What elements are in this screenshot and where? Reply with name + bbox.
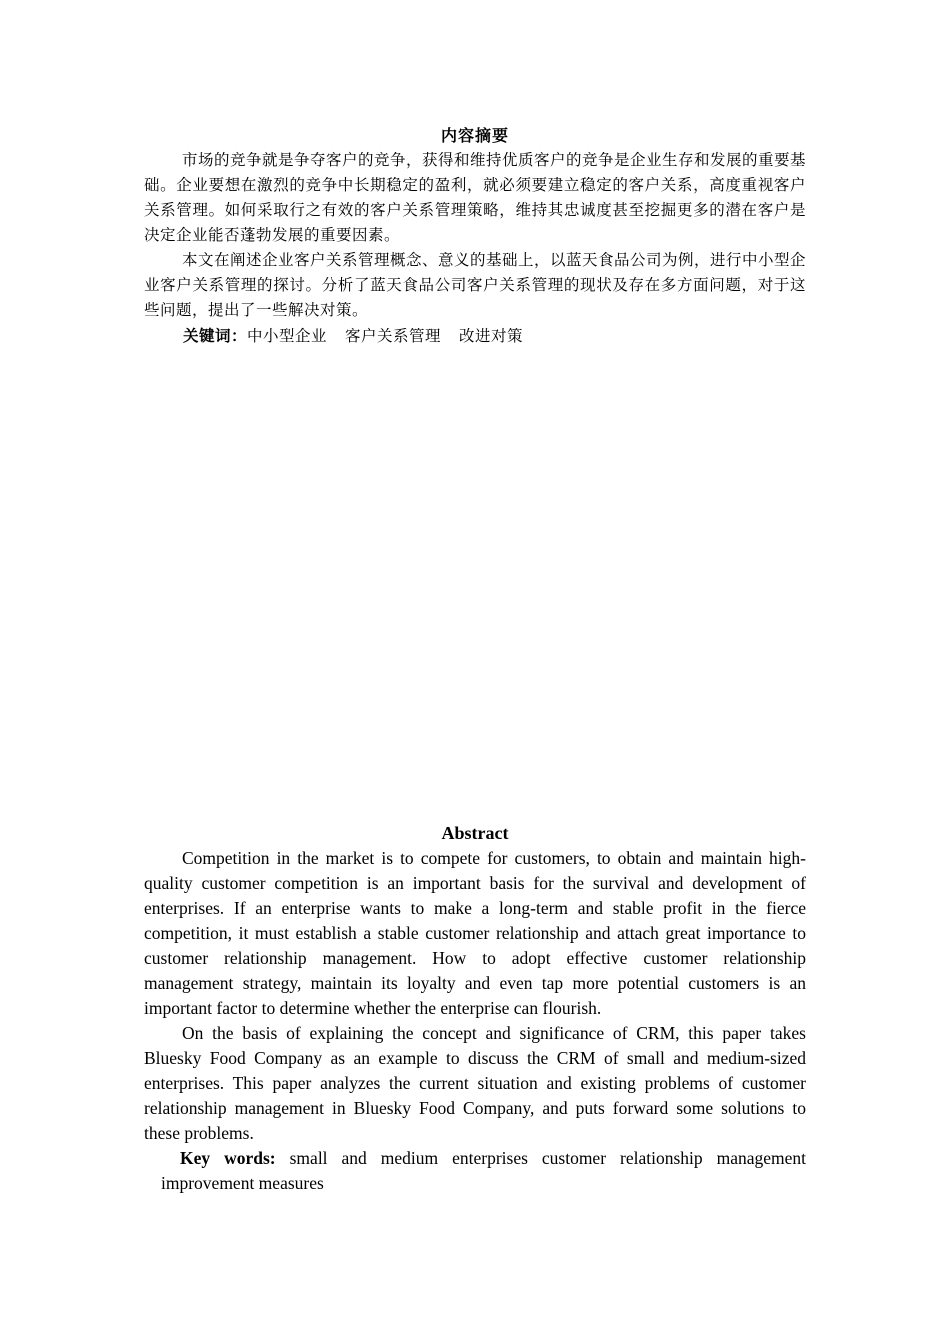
english-keywords-text: small and medium enterprises customer relationship management improvement measures	[161, 1148, 807, 1193]
chinese-keywords	[144, 323, 806, 349]
chinese-keyword-2: 客户关系管理	[345, 327, 442, 345]
english-abstract-paragraph-1: Competition in the market is to compete for customers, to obtain and maintain high-quality customer competition is an important basis for the survival and development of enterprises. If an enterprise wants to make a long-term and stable profit in the fierce competition, it must establish a stable customer relationship and attach great importance to customer relationship management. How to adopt effective customer relationship management strategy, maintain its loyalty and even tap more potential customers is an important factor to determine whether the enterprise can flourish.	[144, 848, 806, 1018]
chinese-keyword-3: 改进对策	[459, 327, 524, 345]
chinese-keywords-label: 关键词：	[183, 326, 248, 345]
chinese-abstract-section	[144, 123, 806, 349]
english-abstract-section	[144, 821, 806, 1196]
english-keywords	[144, 1146, 806, 1196]
english-abstract-paragraph-2: On the basis of explaining the concept and significance of CRM, this paper takes Bluesky Food Company as an example to discuss the CRM of small and medium-sized enterprises. This paper analyzes the current situation and existing problems of customer relationship management in Bluesky Food Company, and puts forward some solutions to these problems.	[144, 1023, 806, 1143]
chinese-abstract-title: 内容摘要	[440, 126, 509, 145]
chinese-keyword-1: 中小型企业	[247, 327, 328, 345]
chinese-abstract-paragraph-2: 本文在阐述企业客户关系管理概念、意义的基础上，以蓝天食品公司为例，进行中小型企业客户关系管理的探讨。分析了蓝天食品公司客户关系管理的现状及存在多方面问题，对于这些问题，提出了一些解决对策。	[144, 251, 806, 319]
english-keywords-label: Key words:	[180, 1148, 276, 1168]
english-abstract-title: Abstract	[441, 823, 509, 843]
chinese-abstract-paragraph-1: 市场的竞争就是争夺客户的竞争，获得和维持优质客户的竞争是企业生存和发展的重要基础。企业要想在激烈的竞争中长期稳定的盈利，就必须要建立稳定的客户关系，高度重视客户关系管理。如何采取行之有效的客户关系管理策略，维持其忠诚度甚至挖掘更多的潜在客户是决定企业能否蓬勃发展的重要因素。	[144, 151, 806, 244]
